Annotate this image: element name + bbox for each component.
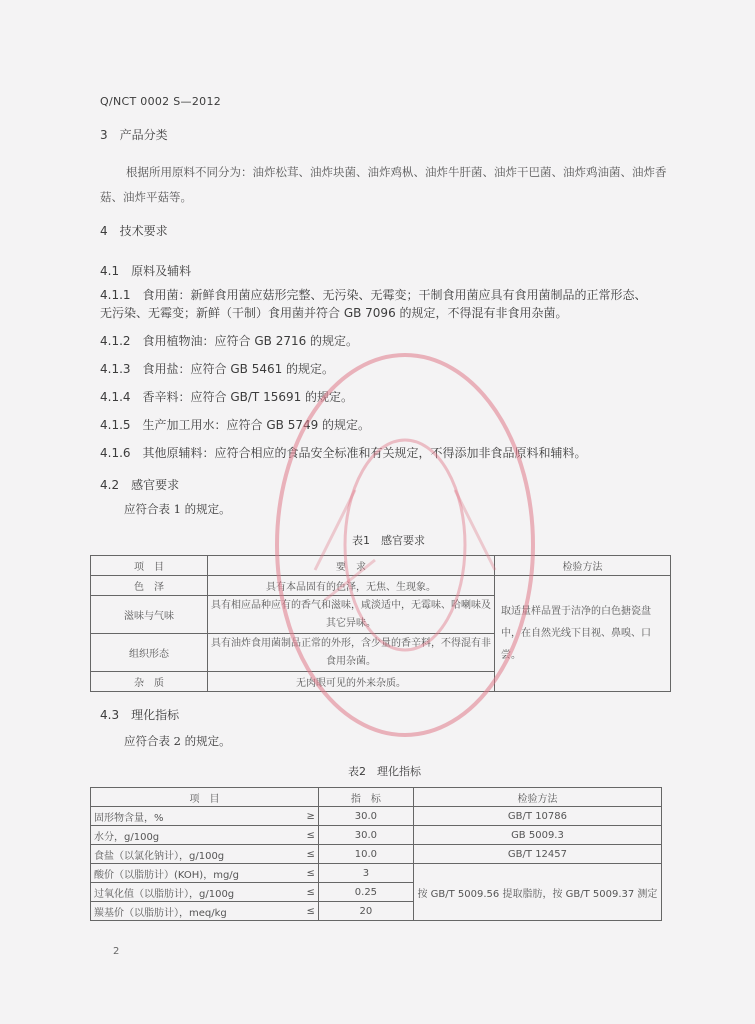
table-cell: 色 泽 [91, 576, 208, 596]
table-cell: GB/T 12457 [413, 845, 661, 864]
table-cell: ≤ [298, 826, 319, 845]
clause-4-1-5: 4.1.5 生产加工用水：应符合 GB 5749 的规定。 [100, 418, 371, 432]
table-cell: 具有相应品种应有的香气和滋味，咸淡适中，无霉味、哈喇味及其它异味。 [208, 596, 495, 634]
physicochemical-table [90, 787, 662, 921]
page-number: 2 [113, 946, 120, 957]
table-header: 项 目 [91, 556, 208, 576]
table-cell: ≤ [298, 864, 319, 883]
table-cell: ≤ [298, 902, 319, 921]
table-header: 检验方法 [413, 788, 661, 807]
clause-4-1-1: 4.1.1 食用菌：新鲜食用菌应菇形完整、无污染、无霉变；干制食用菌应具有食用菌制品的正常形态、 [100, 288, 647, 302]
clause-4-1-3: 4.1.3 食用盐：应符合 GB 5461 的规定。 [100, 362, 335, 376]
table-cell: 酸价（以脂肪计）(KOH)，mg/g [91, 864, 298, 883]
clause-4-1-2: 4.1.2 食用植物油：应符合 GB 2716 的规定。 [100, 334, 359, 348]
section-4-title: 4 技术要求 [100, 224, 168, 238]
table-cell: 10.0 [318, 845, 413, 864]
table-cell: 组织形态 [91, 634, 208, 672]
section-4-2-text: 应符合表 1 的规定。 [124, 502, 231, 516]
table-cell: GB 5009.3 [413, 826, 661, 845]
table-cell: ≥ [298, 807, 319, 826]
table-cell: 具有油炸食用菌制品正常的外形，含少量的香辛料，不得混有非食用杂菌。 [208, 634, 495, 672]
section-3-text: 根据所用原料不同分为：油炸松茸、油炸块菌、油炸鸡枞、油炸牛肝菌、油炸干巴菌、油炸鸡油菌、油炸香菇、油炸平菇等。 [100, 165, 667, 204]
table-header: 要 求 [208, 556, 495, 576]
table-cell: 滋味与气味 [91, 596, 208, 634]
table-cell: 水分，g/100g [91, 826, 298, 845]
sensory-table [90, 555, 671, 692]
table-cell: 食盐（以氯化钠计），g/100g [91, 845, 298, 864]
table-cell: 固形物含量，% [91, 807, 298, 826]
table-1-caption: 表1 感官要求 [352, 534, 425, 547]
table-cell: 取适量样品置于洁净的白色搪瓷盘中，在自然光线下目视、鼻嗅、口尝。 [495, 576, 671, 692]
section-4-3-text: 应符合表 2 的规定。 [124, 734, 231, 748]
table-cell: 无肉眼可见的外来杂质。 [208, 672, 495, 692]
table-cell: 20 [318, 902, 413, 921]
section-3-title: 3 产品分类 [100, 128, 168, 142]
section-4-3-title: 4.3 理化指标 [100, 708, 180, 722]
clause-4-1-6: 4.1.6 其他原辅料：应符合相应的食品安全标准和有关规定，不得添加非食品原料和辅料。 [100, 446, 587, 460]
clause-4-1-1-cont: 无污染、无霉变；新鲜（干制）食用菌并符合 GB 7096 的规定，不得混有非食用杂菌。 [100, 306, 568, 320]
table-2-caption: 表2 理化指标 [348, 765, 421, 778]
table-cell: GB/T 10786 [413, 807, 661, 826]
table-cell: 过氧化值（以脂肪计），g/100g [91, 883, 298, 902]
clause-4-1-4: 4.1.4 香辛料：应符合 GB/T 15691 的规定。 [100, 390, 354, 404]
table-cell: 0.25 [318, 883, 413, 902]
table-cell: 羰基价（以脂肪计），meq/kg [91, 902, 298, 921]
standard-code: Q/NCT 0002 S—2012 [100, 95, 222, 108]
table-header: 项 目 [91, 788, 319, 807]
section-4-1-title: 4.1 原料及辅料 [100, 264, 192, 278]
table-cell: ≤ [298, 845, 319, 864]
table-cell: 3 [318, 864, 413, 883]
table-cell: 具有本品固有的色泽，无焦、生现象。 [208, 576, 495, 596]
table-cell: 30.0 [318, 807, 413, 826]
section-4-2-title: 4.2 感官要求 [100, 478, 180, 492]
table-cell: 按 GB/T 5009.56 提取脂肪，按 GB/T 5009.37 测定 [413, 864, 661, 921]
table-cell: 杂 质 [91, 672, 208, 692]
table-header: 指 标 [318, 788, 413, 807]
table-header: 检验方法 [495, 556, 671, 576]
table-cell: 30.0 [318, 826, 413, 845]
table-cell: ≤ [298, 883, 319, 902]
